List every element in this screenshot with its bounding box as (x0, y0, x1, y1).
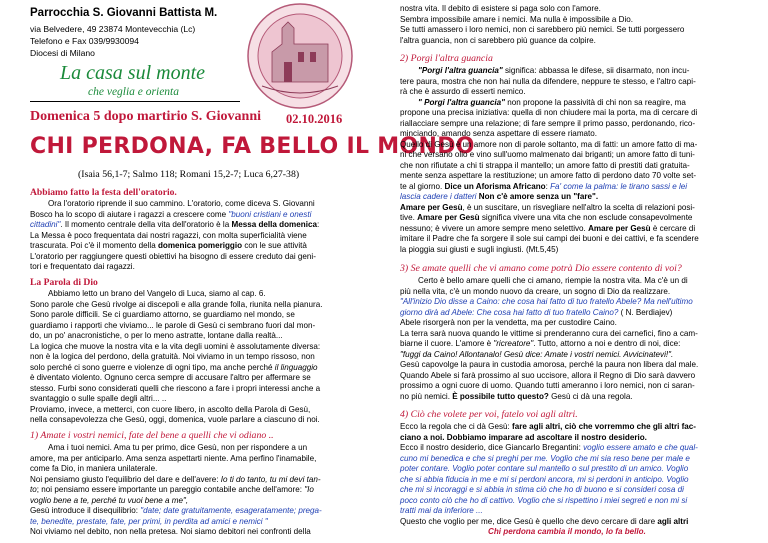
parish-diocese: Diocesi di Milano (30, 48, 95, 58)
parola-line: do, un po' anacronistiche, o per lo meno astratte, lontane dalla realtà... (30, 331, 283, 340)
parish-address: via Belvedere, 49 23874 Montevecchia (Lc) (30, 24, 196, 34)
guancia-line: lascia cadere i datteri Non c'è amore senza un "fare". (400, 192, 599, 201)
guancia-line: ni che versano olio e vino sull'uomo malmenato dai briganti; un amore fatto di tuni- (400, 150, 695, 159)
parola-line: La logica che muove la nostra vita e la vita degli uomini è assolutamente diversa: (30, 341, 321, 351)
amate-line: Noi pensiamo giusto l'equilibrio del dare e dell'avere: Io ti do tanto, tu mi devi tan- (30, 474, 321, 484)
amano-line: "All'inizio Dio disse a Caino: che cosa hai fatto di tuo fratello Abele? Ma nell'ultimo (400, 297, 693, 306)
amano-line: La terra sarà nuova quando le vittime si prenderanno cura dei carnefici, fino a cam- (400, 328, 698, 338)
amano-line: Quando Abele si farà prossimo al suo uccisore, allora il Regno di Dio sarà davvero (400, 370, 696, 380)
guancia-line: te al giorno. Dice un Aforisma Africano: Fa' come la palma: le tirano sassi e lei (400, 181, 688, 191)
parish-phone: Telefono e Fax 039/9930094 (30, 36, 139, 46)
section-oratorio-title: Abbiamo fatto la festa dell'oratorio. (30, 187, 177, 198)
amano-line: no più nemici. È possibile tutto questo? Gesù ci dà una regola. (400, 391, 633, 401)
amate-line: amore, ma per anticiparlo. Ama senza aspettarti niente. Ama perfino l'inamabile, (30, 453, 317, 463)
right-column (392, 0, 768, 543)
masthead-rule (30, 101, 240, 102)
oratorio-line: L'oratorio per raggiungere questi obiettivi ha bisogno di essere creduto dai geni- (30, 251, 316, 261)
parola-line: stesso. Furbi sono considerati quelli che riescono a fare i propri interessi anche a (30, 383, 321, 393)
amano-line: Certo è bello amare quelli che ci amano, riempie la nostra vita. Ma c'è un di (418, 276, 688, 285)
masthead-title: La casa sul monte (60, 62, 205, 84)
guancia-line: propone una precisa iniziativa: quella di non chiudere mai la porta, ma di cercare di (400, 108, 698, 117)
section-regola-title: 4) Ciò che volete per voi, fatelo voi agli altri. (400, 409, 578, 420)
oratorio-line: La Messa è poco frequentata dai nostri ragazzi, con molta superficialità viene (30, 230, 307, 240)
parola-line: nella consapevolezza che Gesù, oggi, domenica, vuole parlare a ciascuno di noi. (30, 415, 320, 424)
section-amate-title: 1) Amate i vostri nemici, fate del bene a quelli che vi odiano .. (30, 430, 274, 441)
amano-line: Abele risorgerà non per la vendetta, ma per custodire Caino. (400, 318, 617, 327)
amano-line: "fuggi da Caino! Allontanalo! Gesù dice: Amate i vostri nemici. Avvicinatevi!". (400, 349, 674, 359)
issue-date: 02.10.2016 (286, 112, 343, 126)
parola-line: Sono parole difficili. Se ci guardiamo attorno, se guardiamo nel mondo, se (30, 310, 295, 319)
amate-line: Noi viviamo nel debito, non nella pretesa. Noi siamo debitori nei confronti della (30, 527, 311, 536)
parola-line: svantaggio o sulle spalle degli altri... .. (30, 394, 167, 403)
guancia-line: riallacciare sempre una relazione; di fare sempre il primo passo, perdonando, rico- (400, 118, 696, 128)
section-guancia-title: 2) Porgi l'altra guancia (400, 53, 493, 64)
oratorio-line: trascurata. Poi c'è il momento della domenica pomeriggio con le sue attività (30, 241, 307, 250)
main-title: CHI PERDONA, FA BELLO IL MONDO (30, 134, 475, 159)
regola-line: tratti mai da inferiore ... (400, 506, 483, 515)
guancia-line: mente senza aspettare la restituzione; un amore fatto di perdono dato 70 volte set- (400, 171, 697, 180)
amate-line: to; noi pensiamo essere importante un pareggio contabile anche dell'amore: "Io (30, 485, 314, 494)
guancia-line: nessuno; è vivere un amore sempre meno selettivo. Amare per Gesù è cercare di (400, 223, 696, 233)
regola-line: cuno mi benedica e che si preghi per me. Voglio che mi sia reso bene per male e (400, 453, 690, 463)
intro-line: Se tutti amassero i loro nemici, non ci sarebbero più nemici. Se tutti porgessero (400, 25, 685, 34)
regola-line: poco conto ciò che ho di cattivo. Voglio che si rispettino i miei segreti e non mi si (400, 495, 688, 505)
parola-line: Abbiamo letto un brano del Vangelo di Luca, siamo al cap. 6. (48, 289, 266, 298)
intro-line: nostra vita. Il debito di esistere si paga solo con l'amore. (400, 4, 601, 13)
parola-line: Proviamo, invece, a metterci, con cuore libero, in ascolto della Parola di Gesù, (30, 404, 311, 414)
section-parola-title: La Parola di Dio (30, 277, 98, 288)
parola-line: solo perché ci sono guerre e violenze di ogni tipo, ma anche perché il linguaggio (30, 362, 318, 372)
guancia-line: Amare per Gesù, è un suscitare, un risvegliare nell'altro la scelta di relazioni posi- (400, 202, 695, 212)
guancia-line: minciando, amando senza aspettare di essere riamato. (400, 129, 598, 138)
amate-line: te, benedite, prestate, fate, per primi, in perdita ad amici e nemici " (30, 516, 268, 526)
guancia-line: tere paura, mostra che non hai nulla da difendere, neppure te stesso, e l'altro capi- (400, 76, 696, 86)
intro-line: l'altra guancia, non ci sarebbero più guance da colpire. (400, 35, 596, 45)
parola-line: guardiamo i rapporti che viviamo... le parole di Gesù ci sembrano fuori dal mon- (30, 320, 316, 330)
parola-line: è diventato violento. Ognuno cerca sempre di accusare l'altro per affermare se (30, 373, 311, 382)
parola-line: non è la logica del perdono, della gratuità. Noi viviamo in un tempo rissoso, non (30, 352, 315, 361)
guancia-line: rà che è assurdo di esserti nemico. (400, 87, 526, 96)
regola-line: Questo che voglio per me, dice Gesù è quello che devo cercare di dare agli altri (400, 516, 689, 526)
oratorio-line: tori e frequentato dai ragazzi. (30, 262, 135, 271)
amano-line: Gesù capovolge la paura in custodia amorosa, perché la paura non libera dal male. (400, 360, 699, 369)
amate-line: Ama i tuoi nemici. Ama tu per primo, dice Gesù, non per rispondere a un (48, 443, 308, 452)
regola-line: Ecco il nostro desiderio, dice Giancarlo Bregantini: voglio essere amato e che qual- (400, 443, 698, 452)
sunday-label: Domenica 5 dopo martirio S. Giovanni (30, 109, 262, 124)
amano-line: biarne il cuore. L'amore è "ricreatore". Tutto, attorno a noi e dentro di noi, dice: (400, 339, 681, 348)
amate-line: voglio bene a te, perché tu vuoi bene a me", (30, 495, 189, 505)
amano-line: giorno dirà ad Abele: Che cosa hai fatto di tuo fratello Caino? ( N. Berdiajev) (400, 307, 673, 317)
regola-line: che si abbia fiducia in me e mi si perdoni ancora, mi si perdoni in anticipo. Voglio (400, 474, 689, 484)
closing-line: Chi perdona cambia il mondo, lo fa bello. (488, 527, 646, 536)
guancia-line: che non rifiutate a chi ti strappa il mantello; un amore fatto di prestiti dati gratuita- (400, 160, 690, 170)
guancia-line: tive. Amare per Gesù significa vivere una vita che non esclude consapevolmente (400, 213, 693, 222)
guancia-line: "Porgi l'altra guancia" significa: abbassa le difese, sii disarmato, non incu- (418, 66, 690, 75)
oratorio-line: Bosco ha lo scopo di aiutare i ragazzi a crescere come "buoni cristiani e onesti (30, 209, 312, 219)
amano-line: più nella vita, c'è un mondo nuovo da creare, un sogno di Dio da realizzare. (400, 286, 671, 296)
section-amano-title: 3) Se amate quelli che vi amano come potrà Dio essere contento di voi? (400, 263, 682, 274)
regola-line: poter contare. Voglio poter contare sul mantello o sul prestito di un amico. Voglio (400, 464, 689, 473)
amate-line: Gesù introduce il disequilibrio: "date; date gratuitamente, esageratamente; prega- (30, 506, 322, 515)
parish-name: Parrocchia S. Giovanni Battista M. (30, 7, 218, 19)
intro-line: Sembra impossibile amare i nemici. Ma nulla è impossibile a Dio. (400, 14, 634, 24)
guancia-line: imitare il Padre che fa sorgere il sole sui campi dei buoni e dei cattivi, e fa scendere (400, 234, 699, 243)
church-seal-image (240, 0, 360, 112)
regola-line: che mi si incoraggi e si abbia in stima ciò che ho di buono e si consideri cosa di (400, 485, 684, 494)
regola-line: Ecco la regola che ci dà Gesù: fare agli altri, ciò che vorremmo che gli altri fac- (400, 422, 697, 431)
readings: (Isaia 56,1-7; Salmo 118; Romani 15,2-7; Luca 6,27-38) (78, 169, 300, 180)
oratorio-line: cittadini". Il momento centrale della vita dell'oratorio è la Messa della domenica: (30, 220, 320, 229)
guancia-line: " Porgi l'altra guancia" non propone la passività di chi non sa reagire, ma (418, 97, 686, 107)
amano-line: prossimo a ogni cuore di uomo. Quando tutti ameranno i loro nemici, non ci saran- (400, 381, 695, 390)
amate-line: come fa Dio, in maniera unilaterale. (30, 464, 158, 473)
oratorio-line: Ora l'oratorio riprende il suo cammino. L'oratorio, come diceva S. Giovanni (48, 199, 315, 208)
masthead-subtitle: che veglia e orienta (88, 86, 180, 98)
regola-line: ciano a noi. Dobbiamo imparare ad ascoltare il nostro desiderio. (400, 432, 647, 442)
guancia-line: Quello di Gesù è un amore non di parole soltanto, ma di fatti: un amore fatto di ma- (400, 139, 698, 149)
parola-line: Sono parole che Gesù rivolge ai discepoli e alla grande folla, riunita nella pianura. (30, 299, 323, 309)
guancia-line: la pioggia sui giusti e sugli ingiusti. (Mt.5,45) (400, 244, 559, 254)
